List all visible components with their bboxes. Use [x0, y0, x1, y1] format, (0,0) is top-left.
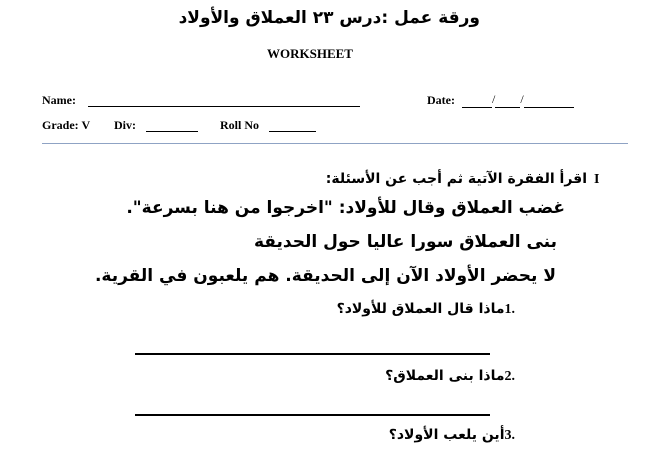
worksheet-arabic-title: ورقة عمل :درس ٢٣ العملاق والأولاد: [178, 8, 480, 28]
section-number: I: [594, 172, 600, 187]
div-blank[interactable]: [146, 131, 198, 132]
name-label: Name:: [42, 93, 76, 107]
passage-line-3: لا يحضر الأولاد الآن إلى الحديقة. هم يلعبون في القرية.: [94, 266, 556, 286]
passage-line-2: بنى العملاق سورا عاليا حول الحديقة: [254, 232, 557, 252]
div-label: Div:: [114, 118, 136, 132]
question-3-number: 3.: [504, 428, 515, 443]
question-1: [337, 301, 515, 318]
question-3-text: أين يلعب الأولاد؟: [388, 427, 505, 443]
worksheet-subtitle: WORKSHEET: [267, 46, 353, 61]
date-blank[interactable]: / /: [462, 92, 574, 108]
passage-line-1: غضب العملاق وقال للأولاد: "اخرجوا من هنا بسرعة".: [126, 198, 565, 218]
question-2-text: ماذا بنى العملاق؟: [385, 368, 505, 384]
answer-line-1[interactable]: [135, 353, 490, 355]
question-2-number: 2.: [504, 369, 515, 384]
answer-line-2[interactable]: [135, 414, 490, 416]
question-1-text: ماذا قال العملاق للأولاد؟: [336, 301, 505, 317]
question-3: [389, 427, 515, 444]
name-blank[interactable]: [88, 106, 360, 107]
question-1-number: 1.: [504, 302, 515, 317]
roll-no-label: Roll No: [220, 118, 259, 132]
grade-label: Grade: V: [42, 118, 91, 132]
section-instruction: اقرأ الفقرة الآتية ثم أجب عن الأسئلة:: [325, 171, 587, 187]
question-2: [385, 368, 515, 385]
header-divider: [42, 143, 628, 144]
roll-no-blank[interactable]: [269, 131, 316, 132]
date-label: Date:: [427, 93, 455, 107]
